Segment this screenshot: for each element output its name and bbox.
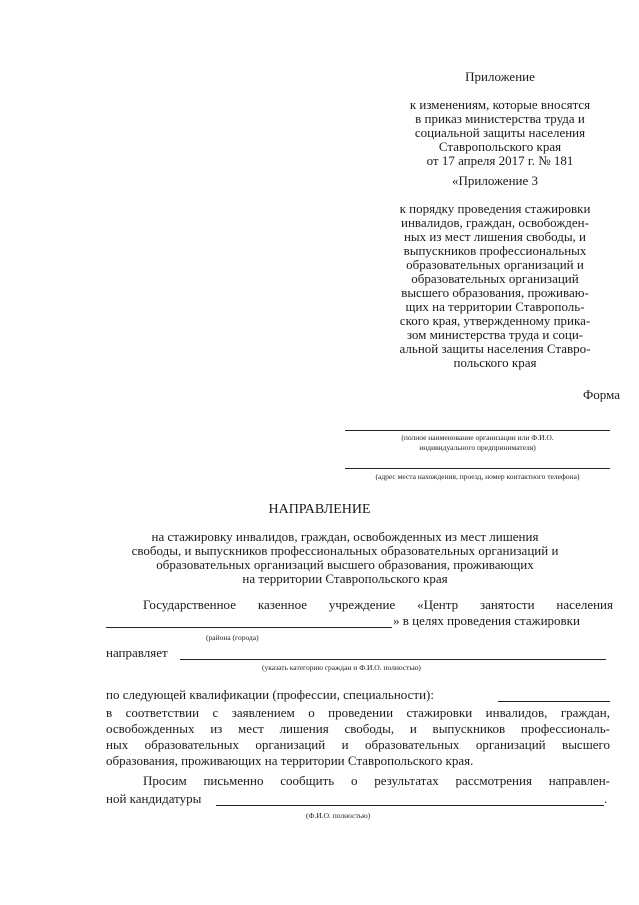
body-line-2-tail: » в целях проведения стажировки bbox=[393, 613, 580, 628]
appendix3-title: «Приложение 3 bbox=[451, 173, 539, 188]
subtitle-line: на территории Ставропольского края bbox=[242, 571, 448, 586]
appendix3-line: ского края, утвержденному прика- bbox=[399, 313, 591, 328]
paragraph-line: образования, проживающих на территории Ставропольского края. bbox=[106, 753, 474, 768]
organization-caption-line: (полное наименование организации или Ф.И.О. bbox=[401, 433, 554, 442]
appendix3-block bbox=[370, 174, 620, 370]
qualification-label: по следующей квалификации (профессии, специальности): bbox=[106, 687, 434, 702]
appendix3-line: образовательных организаций bbox=[411, 271, 579, 286]
district-field[interactable] bbox=[106, 627, 392, 628]
appendix-line: социальной защиты населения bbox=[414, 125, 586, 140]
paragraph-line: в соответствии с заявлением о проведении стажировки инвалидов, граждан, bbox=[106, 705, 610, 720]
appendix3-line: высшего образования, проживаю- bbox=[401, 285, 589, 300]
appendix-line: в приказ министерства труда и bbox=[415, 111, 585, 126]
appendix3-line: образовательных организаций и bbox=[406, 257, 584, 272]
appendix3-line: выпускников профессиональных bbox=[403, 243, 587, 258]
appendix3-line: щих на территории Ставрополь- bbox=[405, 299, 585, 314]
appendix3-line: альной защиты населения Ставро- bbox=[399, 341, 591, 356]
appendix3-line: зом министерства труда и соци- bbox=[406, 327, 584, 342]
fio-field[interactable] bbox=[216, 805, 604, 806]
document-subtitle bbox=[95, 530, 595, 586]
fio-caption: (Ф.И.О. полностью) bbox=[306, 811, 371, 820]
appendix-line: к изменениям, которые вносятся bbox=[409, 97, 591, 112]
appendix-header bbox=[380, 70, 620, 168]
qualification-field[interactable] bbox=[498, 701, 610, 702]
body-line-1: Государственное казенное учреждение «Центр занятости населения bbox=[143, 597, 613, 612]
organization-field[interactable] bbox=[345, 430, 610, 431]
candidate-field[interactable] bbox=[180, 659, 606, 660]
organization-caption bbox=[345, 433, 610, 453]
document-title: НАПРАВЛЕНИЕ bbox=[268, 502, 371, 517]
appendix3-line: ных из мест лишения свободы, и bbox=[403, 229, 587, 244]
appendix3-line: инвалидов, граждан, освобожден- bbox=[401, 215, 589, 230]
subtitle-line: образовательных организаций высшего образования, проживающих bbox=[156, 557, 534, 572]
sends-label: направляет bbox=[106, 645, 168, 660]
organization-caption-line: индивидуального предпринимателя) bbox=[419, 443, 536, 452]
form-label: Форма bbox=[583, 387, 620, 402]
subtitle-line: на стажировку инвалидов, граждан, освобожденных из мест лишения bbox=[151, 529, 539, 544]
paragraph-line: ных образовательных организаций и образовательных организаций высшего bbox=[106, 737, 610, 752]
request-line-2: ной кандидатуры bbox=[106, 791, 202, 806]
address-field[interactable] bbox=[345, 468, 610, 469]
district-caption: (района (города) bbox=[206, 633, 259, 642]
appendix-title: Приложение bbox=[465, 69, 535, 84]
appendix3-line: к порядку проведения стажировки bbox=[399, 201, 591, 216]
request-line-1: Просим письменно сообщить о результатах рассмотрения направлен- bbox=[143, 773, 610, 788]
category-caption: (указать категорию граждан и Ф.И.О. полностью) bbox=[262, 663, 421, 672]
appendix3-line: польского края bbox=[453, 355, 537, 370]
subtitle-line: свободы, и выпускников профессиональных образовательных организаций и bbox=[131, 543, 559, 558]
appendix-line: Ставропольского края bbox=[438, 139, 562, 154]
paragraph-line: освобожденных из мест лишения свободы, и выпускников профессиональ- bbox=[106, 721, 610, 736]
appendix-line: от 17 апреля 2017 г. № 181 bbox=[426, 153, 574, 168]
request-end: . bbox=[604, 791, 608, 806]
address-caption: (адрес места нахождения, проезд, номер контактного телефона) bbox=[375, 472, 580, 481]
body-paragraph bbox=[106, 706, 610, 768]
